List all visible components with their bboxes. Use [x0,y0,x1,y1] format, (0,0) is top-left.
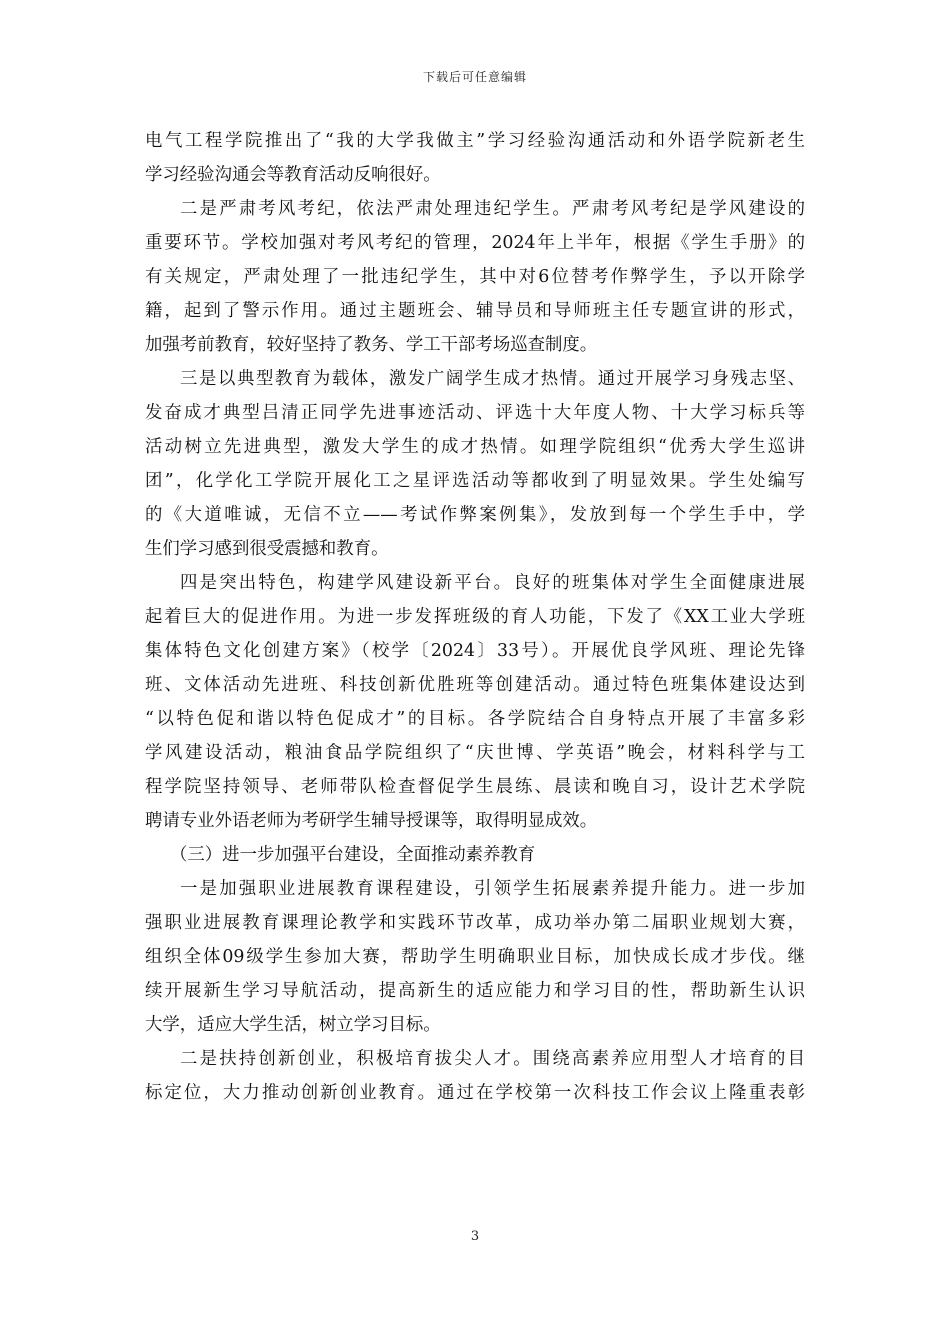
text-line: 强职业进展教育课理论教学和实践环节改革，成功举办第二届职业规划大赛， [145,913,805,933]
text-line: 学风建设活动，粮油食品学院组织了“庆世博、学英语”晚会，材料科学与工 [145,743,805,763]
section-heading: （三）进一步加强平台建设，全面推动素养教育 [170,845,536,865]
text-line: 组织全体09级学生参加大赛，帮助学生明确职业目标，加快成长成才步伐。继 [145,947,805,967]
text-line: 电气工程学院推出了“我的大学我做主”学习经验沟通活动和外语学院新老生 [145,131,805,151]
text-line: 发奋成才典型吕清正同学先进事迹活动、评选十大年度人物、十大学习标兵等 [145,403,805,423]
paragraph-start: 二是严肃考风考纪，依法严肃处理违纪学生。严肃考风考纪是学风建设的 [180,199,805,219]
text-line: 有关规定，严肃处理了一批违纪学生，其中对6位替考作弊学生，予以开除学 [145,267,805,287]
text-line: 重要环节。学校加强对考风考纪的管理，2024年上半年，根据《学生手册》的 [145,233,805,253]
text-line: 学习经验沟通会等教育活动反响很好。 [145,165,441,185]
text-line: “以特色促和谐以特色促成才”的目标。各学院结合自身特点开展了丰富多彩 [145,709,805,729]
text-line: 生们学习感到很受震撼和教育。 [145,539,389,559]
text-line: 籍，起到了警示作用。通过主题班会、辅导员和导师班主任专题宣讲的形式， [145,301,805,321]
text-line: 班、文体活动先进班、科技创新优胜班等创建活动。通过特色班集体建设达到 [145,675,805,695]
text-line: 聘请专业外语老师为考研学生辅导授课等，取得明显成效。 [145,811,598,831]
page-header: 下载后可任意编辑 [422,70,527,84]
document-body [145,128,805,1114]
text-line: 标定位，大力推动创新创业教育。通过在学校第一次科技工作会议上隆重表彰 [145,1083,805,1103]
paragraph-start: 四是突出特色，构建学风建设新平台。良好的班集体对学生全面健康进展 [180,573,805,593]
text-line: 起着巨大的促进作用。为进一步发挥班级的育人功能，下发了《XX工业大学班 [145,607,805,627]
text-line: 的《大道唯诚，无信不立——考试作弊案例集》，发放到每一个学生手中，学 [145,505,805,525]
paragraph-start: 三是以典型教育为载体，激发广阔学生成才热情。通过开展学习身残志坚、 [180,369,805,389]
text-line: 集体特色文化创建方案》（校学〔2024〕33号）。开展优良学风班、理论先锋 [145,641,805,661]
text-line: 团”，化学化工学院开展化工之星评选活动等都收到了明显效果。学生处编写 [145,471,805,491]
paragraph-start: 一是加强职业进展教育课程建设，引领学生拓展素养提升能力。进一步加 [180,879,805,899]
text-line: 大学，适应大学生活，树立学习目标。 [145,1015,441,1035]
text-line: 程学院坚持领导、老师带队检查督促学生晨练、晨读和晚自习，设计艺术学院 [145,777,805,797]
text-line: 续开展新生学习导航活动，提高新生的适应能力和学习目的性，帮助新生认识 [145,981,805,1001]
page-number: 3 [470,1229,480,1244]
text-line: 活动树立先进典型，激发大学生的成才热情。如理学院组织“优秀大学生巡讲 [145,437,805,457]
paragraph-start: 二是扶持创新创业，积极培育拔尖人才。围绕高素养应用型人才培育的目 [180,1049,805,1069]
text-line: 加强考前教育，较好坚持了教务、学工干部考场巡查制度。 [145,335,598,355]
